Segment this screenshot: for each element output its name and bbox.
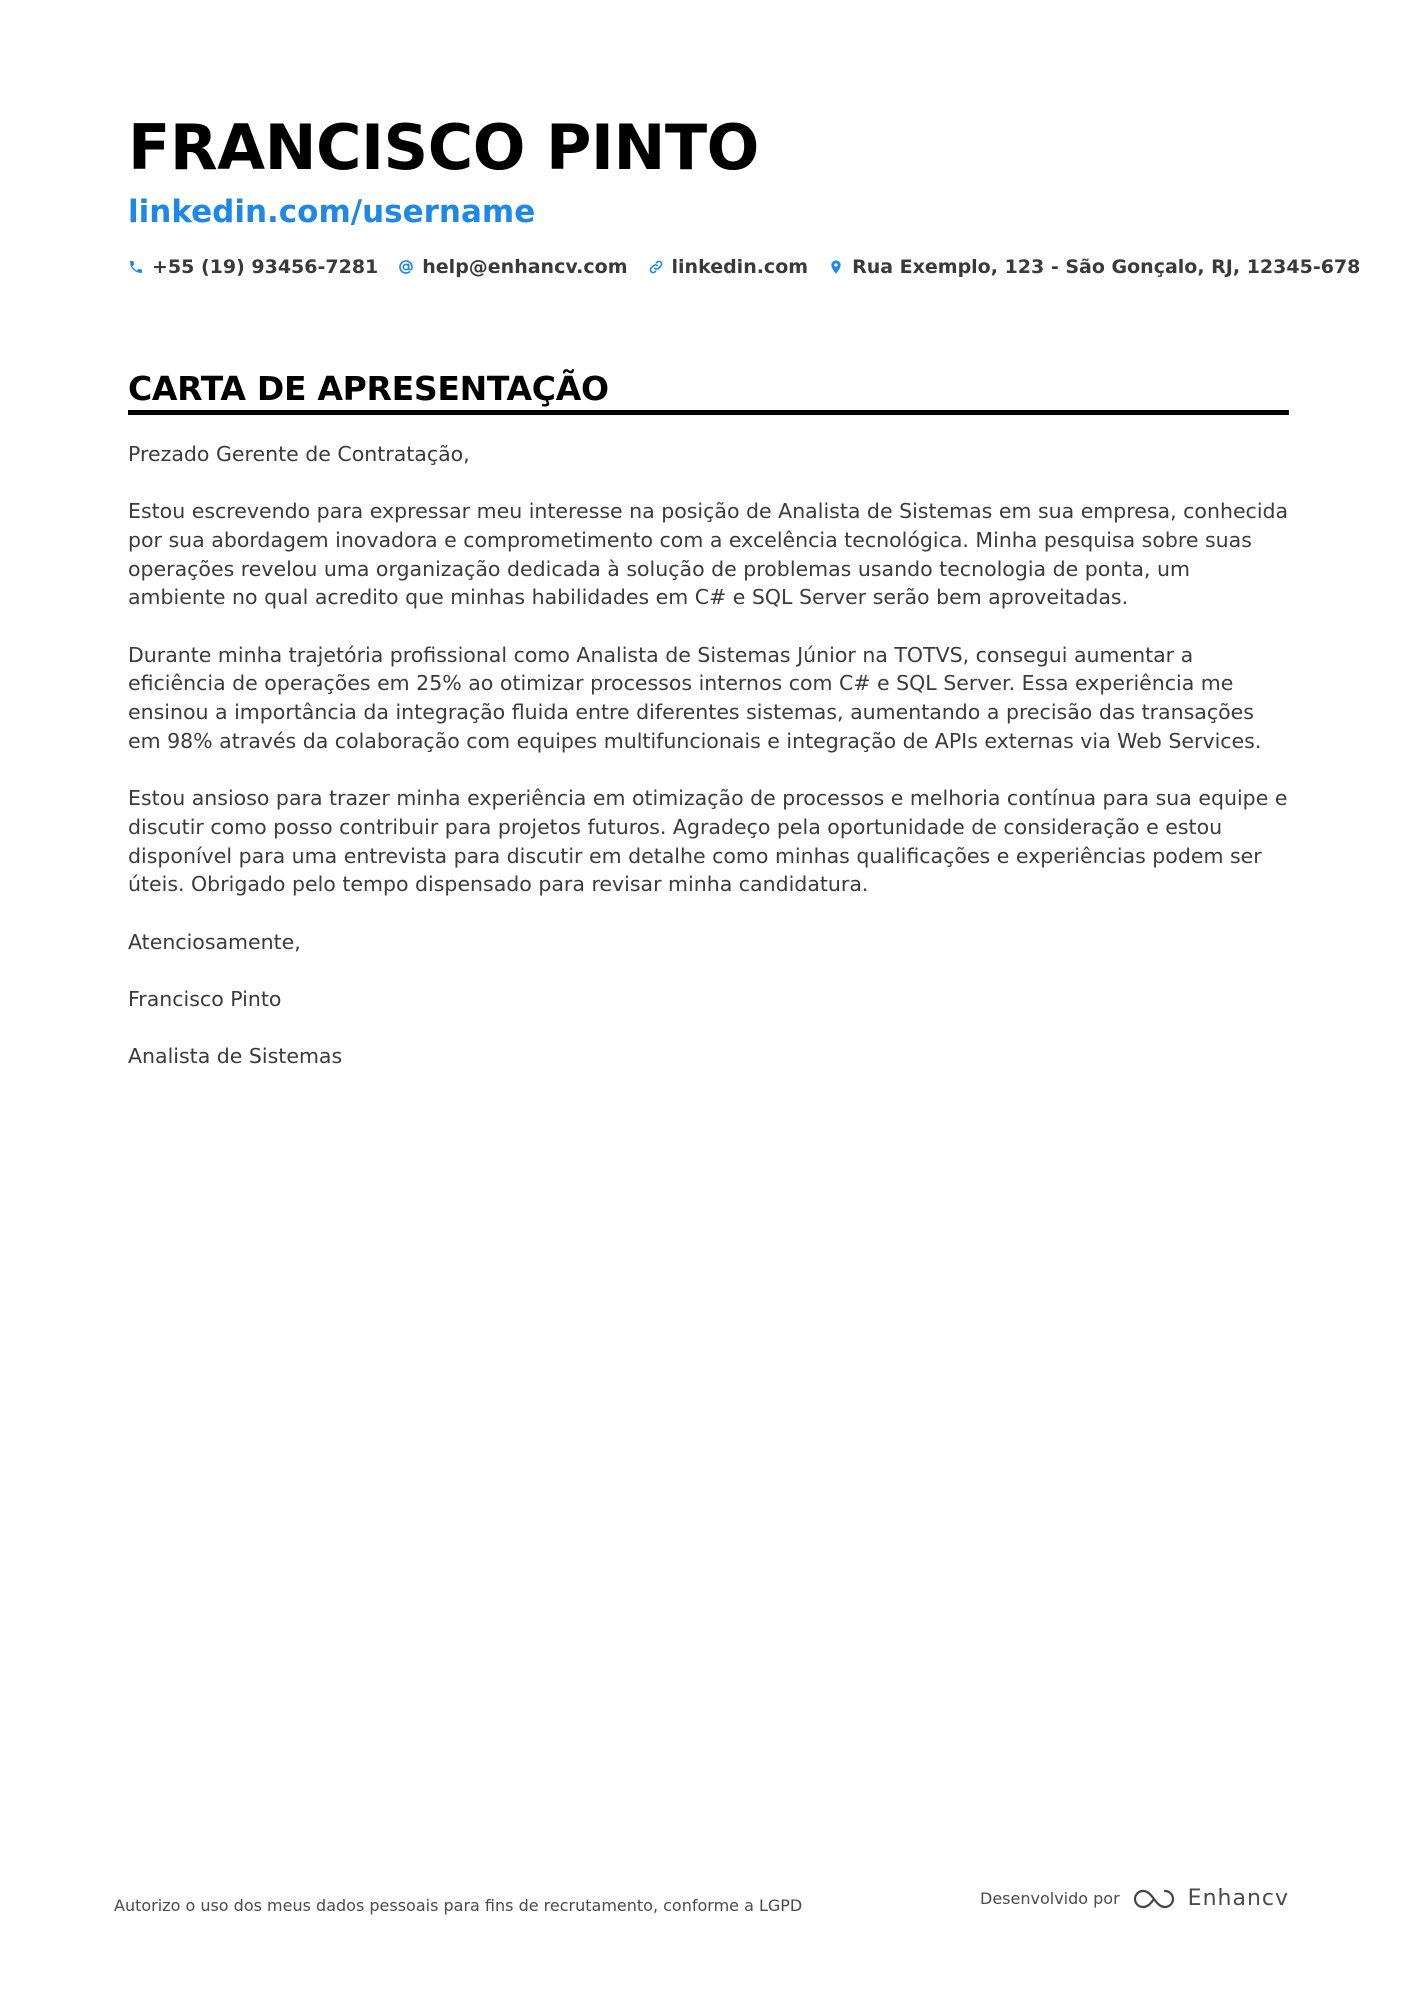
- brand-name: Enhancv: [1187, 1886, 1289, 1911]
- section-title: CARTA DE APRESENTAÇÃO: [128, 369, 609, 408]
- letter-closing: Atenciosamente,: [128, 929, 301, 954]
- link-icon: [648, 259, 664, 275]
- contact-website[interactable]: [648, 253, 809, 281]
- contact-bar: [128, 253, 1360, 281]
- powered-by[interactable]: [980, 1886, 1289, 1911]
- at-sign-icon: [398, 259, 414, 275]
- contact-email[interactable]: [398, 253, 627, 281]
- letter-paragraph: Estou escrevendo para expressar meu interesse na posição de Analista de Sistemas em sua empresa, conhecida por sua abordagem inovadora e comprometimento com a excelência tecnológica. Minha pesquisa sobre suas operações revelou uma organização dedicada à solução de problemas usando tecnologia de ponta, um ambiente no qual acredito que minhas habilidades em C# e SQL Server serão bem aproveitadas.: [128, 499, 1289, 610]
- letter-greeting: Prezado Gerente de Contratação,: [128, 442, 470, 466]
- phone-text: +55 (19) 93456-7281: [152, 256, 379, 278]
- email-text: help@enhancv.com: [422, 256, 628, 278]
- letter-paragraph: Durante minha trajetória profissional como Analista de Sistemas Júnior na TOTVS, consegui aumentar a eficiência de operações em 25% ao otimizar processos internos com C# e SQL Server. Essa experiência me ensinou a importância da integração fluida entre diferentes sistemas, aumentando a precisão das transações em 98% através da colaboração com equipes multifuncionais e integração de APIs externas via Web Services.: [128, 642, 1262, 753]
- brand-logo: [1132, 1886, 1289, 1911]
- address-text: Rua Exemplo, 123 - São Gonçalo, RJ, 12345-678: [852, 256, 1361, 278]
- powered-by-label: Desenvolvido por: [980, 1889, 1120, 1908]
- contact-address: [828, 253, 1360, 281]
- enhancv-logo-icon: [1132, 1887, 1178, 1911]
- website-text: linkedin.com: [671, 256, 809, 278]
- phone-icon: [128, 259, 144, 275]
- location-pin-icon: [828, 259, 844, 275]
- signature-name: Francisco Pinto: [128, 986, 282, 1011]
- profile-link[interactable]: linkedin.com/username: [128, 194, 536, 230]
- consent-note: Autorizo o uso dos meus dados pessoais para fins de recrutamento, conforme a LGPD: [114, 1896, 803, 1915]
- letter-body: [128, 440, 1289, 1099]
- signature-title: Analista de Sistemas: [128, 1044, 343, 1069]
- contact-phone: [128, 253, 378, 281]
- letter-paragraph: Estou ansioso para trazer minha experiência em otimização de processos e melhoria contínua para sua equipe e discutir como posso contribuir para projetos futuros. Agradeço pela oportunidade de consideração e estou disponível para uma entrevista para discutir em detalhe como minhas qualificações e experiências podem ser úteis. Obrigado pelo tempo dispensado para revisar minha candidatura.: [128, 786, 1288, 897]
- candidate-name: FRANCISCO PINTO: [128, 111, 759, 184]
- section-divider: [128, 410, 1289, 415]
